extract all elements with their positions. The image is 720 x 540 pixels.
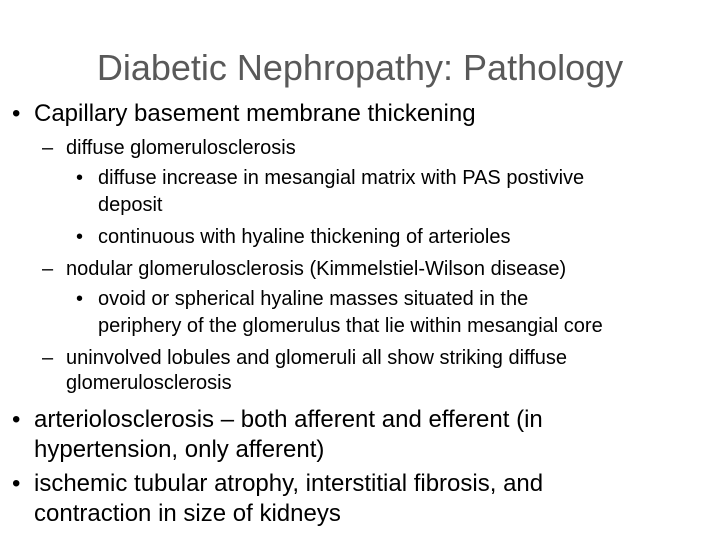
bullet-text: arteriolosclerosis – both afferent and efferent (in — [34, 406, 543, 433]
sub-bullet-marker: – — [42, 258, 54, 280]
slide-title: Diabetic Nephropathy: Pathology — [96, 47, 624, 88]
sub-bullet-text: glomerulosclerosis — [66, 372, 232, 394]
sub-bullet-marker: – — [42, 137, 54, 159]
sub-sub-bullet-text: diffuse increase in mesangial matrix with PAS postivive — [98, 167, 585, 189]
sub-bullet-marker: – — [42, 347, 54, 369]
sub-sub-bullet-text: periphery of the glomerulus that lie within mesangial core — [98, 315, 603, 337]
sub-bullet-text: diffuse glomerulosclerosis — [66, 137, 296, 159]
sub-sub-bullet-marker: • — [76, 167, 84, 189]
bullet-text: contraction in size of kidneys — [34, 500, 341, 527]
bullet-text: ischemic tubular atrophy, interstitial fibrosis, and — [34, 470, 544, 497]
bullet-text: Capillary basement membrane thickening — [34, 100, 476, 127]
sub-sub-bullet-marker: • — [76, 226, 84, 248]
bullet-text: hypertension, only afferent) — [34, 436, 325, 463]
bullet-marker: • — [12, 100, 21, 127]
sub-sub-bullet-text: deposit — [98, 194, 163, 216]
sub-bullet-text: nodular glomerulosclerosis (Kimmelstiel-Wilson disease) — [66, 258, 567, 280]
sub-sub-bullet-text: ovoid or spherical hyaline masses situated in the — [98, 288, 529, 310]
sub-bullet-text: uninvolved lobules and glomeruli all show striking diffuse — [66, 347, 568, 369]
bullet-marker: • — [12, 470, 21, 497]
sub-sub-bullet-text: continuous with hyaline thickening of arterioles — [98, 226, 511, 248]
bullet-marker: • — [12, 406, 21, 433]
sub-sub-bullet-marker: • — [76, 288, 84, 310]
